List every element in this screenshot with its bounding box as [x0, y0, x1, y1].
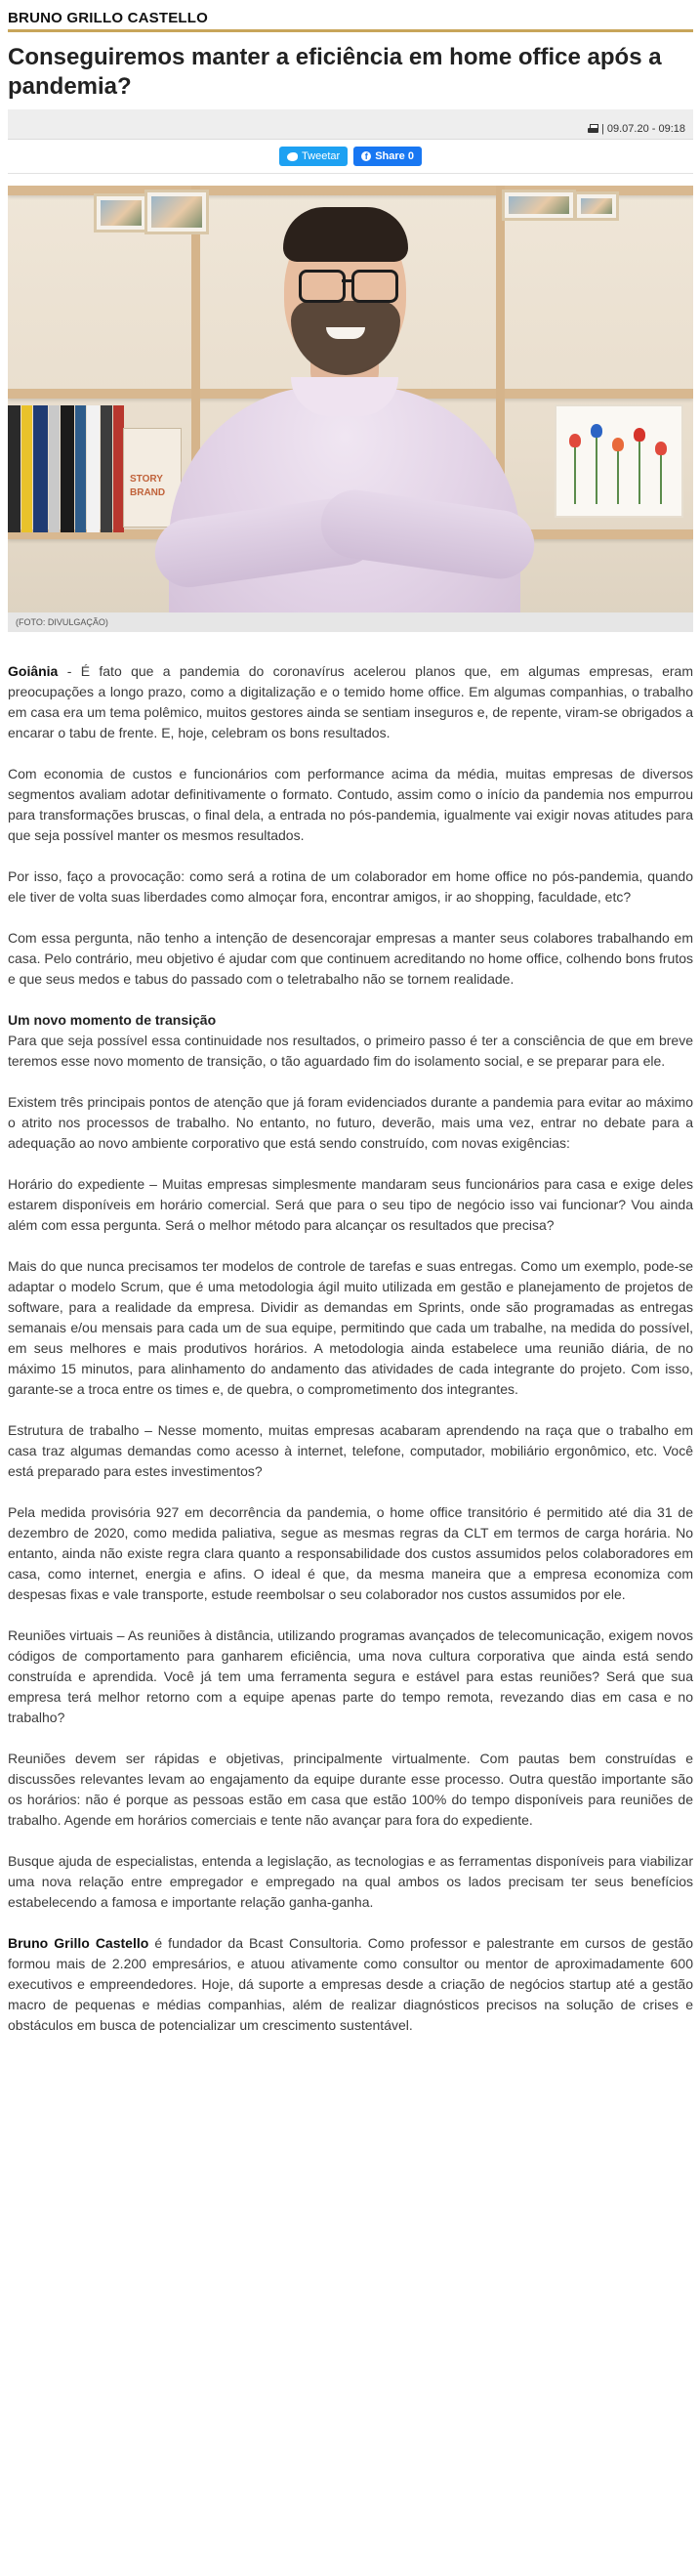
paragraph: Busque ajuda de especialistas, entenda a legislação, as tecnologias e as ferramentas disponíveis para viabilizar uma nova relação entre empregador e empregado na qual ambos os lados precisam ter seus benefícios estabelecendo a famosa e importante relação ganha-ganha.: [8, 1853, 693, 1910]
paragraph: Pela medida provisória 927 em decorrência da pandemia, o home office transitório é permitido até dia 31 de dezembro de 2020, como medida paliativa, segue as mesmas regras da CLT em termos de carga horária. No entanto, ainda não existe regra clara quanto a responsabilidade dos custos assumidos pelos colaboradores em casa, como internet, energia e afins. O ideal é que, da mesma maneira que a empresa economiza com despesas fixas e vale transporte, estude reembolsar o seu colaborador nos custos assumidos por ele.: [8, 1504, 693, 1602]
section-subheading: Um novo momento de transição: [8, 1012, 217, 1028]
photo-caption: (FOTO: DIVULGAÇÃO): [8, 612, 693, 632]
facebook-share-button[interactable]: [353, 147, 422, 166]
meta-bar: [8, 109, 693, 140]
paragraph: Reuniões devem ser rápidas e objetivas, principalmente virtualmente. Com pautas bem construídas e discussões relevantes levam ao engajamento da equipe durante esse processo. Outra questão importante são os horários: não é porque as pessoas estão em casa que estão 100% do tempo disponíveis para reuniões de trabalho. Agende em horários comerciais e tente não avançar para fora do expediente.: [8, 1751, 693, 1828]
paragraph: Para que seja possível essa continuidade nos resultados, o primeiro passo é ter a consciência de que em breve teremos esse novo momento de transição, o tão aguardado fim do isolamento social, e se preparar para ele.: [8, 1033, 693, 1069]
paragraph: Com essa pergunta, não tenho a intenção de desencorajar empresas a manter seus colabores trabalhando em casa. Pelo contrário, meu objetivo é ajudar com que continuem acreditando no home office, colhendo bons frutos e que seus medos e tabus do passado com o teletrabalho não se tornem realidade.: [8, 930, 693, 987]
photo-frame: [144, 190, 209, 234]
person-smile: [326, 327, 365, 339]
glasses-right-lens: [351, 270, 398, 303]
print-icon[interactable]: [588, 124, 598, 134]
paragraph: Com economia de custos e funcionários com performance acima da média, muitas empresas de diversos segmentos avaliam adotar definitivamente o formato. Contudo, assim como o início da pandemia nos empurrou para transformações bruscas, o final dela, a entrada no pós-pandemia, igualmente vai exigir novas atitudes para que seja possível manter os mesmos resultados.: [8, 766, 693, 843]
photo-frame: [574, 191, 619, 221]
paragraph: Goiânia - É fato que a pandemia do coronavírus acelerou planos que, em algumas empresas, eram preocupações a longo prazo, como a digitalização e o temido home office. Em algumas companhias, o trabalho em casa era um tema polêmico, muitos gestores ainda se sentiam inseguros e, de repente, viram-se obrigados a encarar o tabu de frente. E, hoje, celebram os bons resultados.: [8, 663, 693, 740]
glasses-left-lens: [299, 270, 346, 303]
paragraph: Reuniões virtuais – As reuniões à distância, utilizando programas avançados de telecomunicação, exigem novos códigos de comportamento para ganharem eficiência, uma nova cultura corporativa que ainda está sendo construída e aprendida. Você já tem uma ferramenta segura e estável para estas reuniões? Será que sua empresa terá melhor retorno com a equipe apenas parte do tempo remota, revezando dias em casa e no trabalho?: [8, 1627, 693, 1725]
twitter-bird-icon: [287, 152, 298, 161]
photo-frame: [94, 193, 148, 232]
tweet-button[interactable]: [279, 147, 348, 166]
article-container: [8, 0, 693, 2056]
tweet-button-label: Tweetar: [302, 150, 341, 162]
dateline: Goiânia: [8, 663, 59, 679]
article-photo: [8, 186, 693, 632]
author-bio: Bruno Grillo Castello é fundador da Bcast Consultoria. Como professor e palestrante em cursos de gestão formou mais de 2.200 empresários, e atuou ativamente como consultor ou mentor de aproximadamente 600 executivos e empreendedores. Hoje, dá suporte a empresas desde a criação de negócios startup até a gestão macro de pequenas e médias companhias, além de realizar diagnósticos precisos na solução de crises e obstáculos em busca de potencializar um crescimento sustentável.: [8, 1935, 693, 2033]
article-headline: Conseguiremos manter a eficiência em home office após a pandemia?: [8, 44, 662, 100]
article-body: [8, 661, 693, 2036]
photo-frame: [502, 190, 576, 221]
publish-date: | 09.07.20 - 09:18: [600, 123, 685, 135]
paragraph: Por isso, faço a provocação: como será a rotina de um colaborador em home office no pós-pandemia, quando ele tiver de volta suas liberdades como almoçar fora, encontrar amigos, ir ao shopping, faculdade, etc?: [8, 868, 693, 905]
paragraph: Horário do expediente – Muitas empresas simplesmente mandaram seus funcionários para casa e exige deles estarem disponíveis em horário comercial. Será que para o seu tipo de negócio isso vai funcionar? Vou ainda além com essa pergunta. Será o melhor método para alcançar os resultados que precisa?: [8, 1176, 693, 1233]
paragraph: Mais do que nunca precisamos ter modelos de controle de tarefas e suas entregas. Como um exemplo, pode-se adaptar o modelo Scrum, que é uma metodologia ágil muito utilizada em gestão e planejamento de projetos de software, para a realidade da empresa. Dividir as demandas em Sprints, onde são programadas as entregas semanais e/ou mensais para cada um de sua equipe, permitindo que cada um trabalhe, na medida do possível, em seus melhores e mais produtivos horários. A metodologia ainda estabelece uma reunião diária, de no máximo 15 minutos, para alinhamento do andamento das atividades de cada integrante do projeto. Com isso, garante-se a troca entre os times e, de quebra, o comprometimento dos integrantes.: [8, 1258, 693, 1397]
author-name: Bruno Grillo Castello: [8, 1935, 149, 1951]
facebook-icon: f: [361, 151, 371, 161]
share-row: [8, 140, 693, 174]
book-stack: [8, 405, 125, 532]
tulip-painting: [555, 404, 683, 518]
person-hair: [283, 207, 408, 262]
facebook-share-label: Share 0: [375, 150, 414, 162]
column-name: BRUNO GRILLO CASTELLO: [8, 10, 693, 32]
story-brand-book: STORY BRAND: [123, 428, 182, 528]
glasses-bridge: [342, 279, 351, 282]
paragraph: Existem três principais pontos de atenção que já foram evidenciados durante a pandemia para evitar ao máximo o atrito nos processos de trabalho. No entanto, no futuro, deverão, mais uma vez, entrar no debate para a adequação ao novo ambiente corporativo que está sendo construído, com novas exigências:: [8, 1094, 693, 1151]
paragraph: Estrutura de trabalho – Nesse momento, muitas empresas acabaram aprendendo na raça que o trabalho em casa traz algumas demandas como acesso à internet, telefone, computador, mobiliário ergonômico, etc. Você está preparado para estes investimentos?: [8, 1422, 693, 1479]
publish-info: [588, 123, 685, 135]
